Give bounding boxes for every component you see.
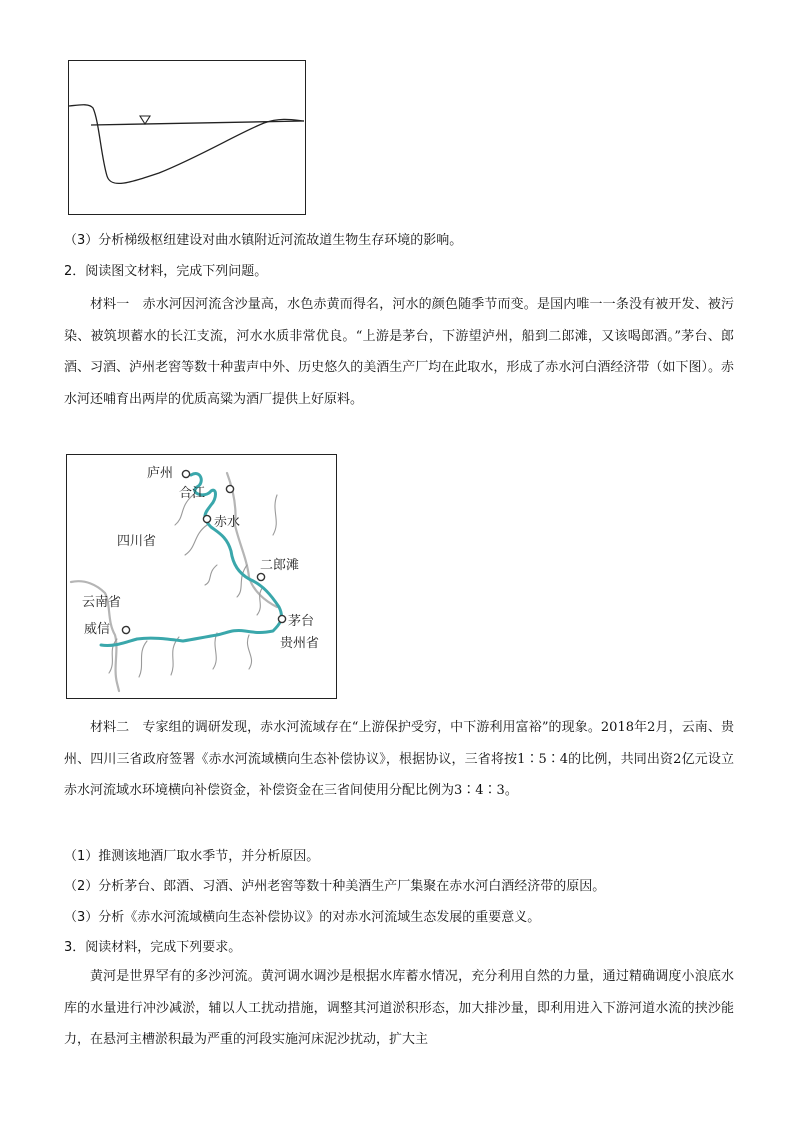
q2-subquestion-2: （2）分析茅台、郎酒、习酒、泸州老窖等数十种美酒生产厂集聚在赤水河白酒经济带的原因。 — [64, 879, 606, 894]
q2-heading: 2．阅读图文材料，完成下列问题。 — [64, 264, 268, 279]
cross-section-diagram — [69, 61, 304, 213]
q3-material: 黄河是世界罕有的多沙河流。黄河调水调沙是根据水库蓄水情况，充分利用自然的力量，通过精确调度小浪底水库的水量进行冲沙减淤，辅以人工扰动措施，调整其河道淤积形态，加大排沙量，即利用进入下游河道水流的挟沙能力，在悬河主槽淤积最为严重的河段实施河床泥沙扰动，扩大主 — [64, 969, 734, 1047]
maotai-marker — [278, 615, 285, 622]
luzhou-marker — [182, 470, 189, 477]
map-label-weixin: 威信 — [84, 622, 111, 637]
map-label-chishui: 赤水 — [214, 515, 241, 530]
map-label-luzhou: 庐州 — [147, 466, 174, 481]
map-label-sichuan: 四川省 — [117, 534, 157, 549]
erlangtan-marker — [257, 573, 264, 580]
q3-heading: 3．阅读材料，完成下列要求。 — [64, 940, 242, 955]
chishui-marker — [203, 515, 210, 522]
q2-subquestion-1: （1）推测该地酒厂取水季节，并分析原因。 — [64, 849, 320, 864]
q2-material-1: 材料一 赤水河因河流含沙量高，水色赤黄而得名，河水的颜色随季节而变。是国内唯一一条没有被开发、被污染、被筑坝蓄水的长江支流，河水水质非常优良。“上游是茅台，下游望泸州，船到二郎滩，又该喝郎酒。”茅台、郎酒、习酒、泸州老窖等数十种蜚声中外、历史悠久的美酒生产厂均在此取水，形成了赤水河白酒经济带（如下图）。赤水河还哺育出两岸的优质高粱为酒厂提供上好原料。 — [64, 297, 734, 407]
channel-bed-line — [69, 105, 304, 184]
q2-material-2: 材料二 专家组的调研发现，赤水河流域存在“上游保护受穷，中下游利用富裕”的现象。2018年2月，云南、贵州、四川三省政府签署《赤水河流域横向生态补偿协议》，根据协议，三省将按1∶5∶4的比例，共同出资2亿元设立赤水河流域水环境横向补偿资金，补偿资金在三省间使用分配比例为3∶4∶3。 — [64, 720, 734, 798]
water-surface-line — [91, 121, 304, 125]
map-label-yunnan: 云南省 — [82, 595, 122, 610]
map-label-erlangtan: 二郎滩 — [260, 558, 300, 573]
map-label-maotai: 茅台 — [288, 614, 315, 629]
chishui-river-map — [66, 454, 337, 699]
province-borders — [71, 473, 277, 691]
map-label-guizhou: 贵州省 — [280, 636, 320, 651]
q2-subquestion-3: （3）分析《赤水河流域横向生态补偿协议》的对赤水河流域生态发展的重要意义。 — [64, 910, 541, 925]
hejiang-marker — [226, 485, 233, 492]
border-right — [227, 473, 277, 607]
river-cross-section-figure — [68, 60, 306, 215]
water-level-symbol — [140, 116, 150, 124]
q1-subquestion-3: （3）分析梯级枢纽建设对曲水镇附近河流故道生物生存环境的影响。 — [64, 233, 463, 248]
map-label-hejiang: 合江 — [179, 486, 206, 501]
weixin-marker — [122, 626, 129, 633]
